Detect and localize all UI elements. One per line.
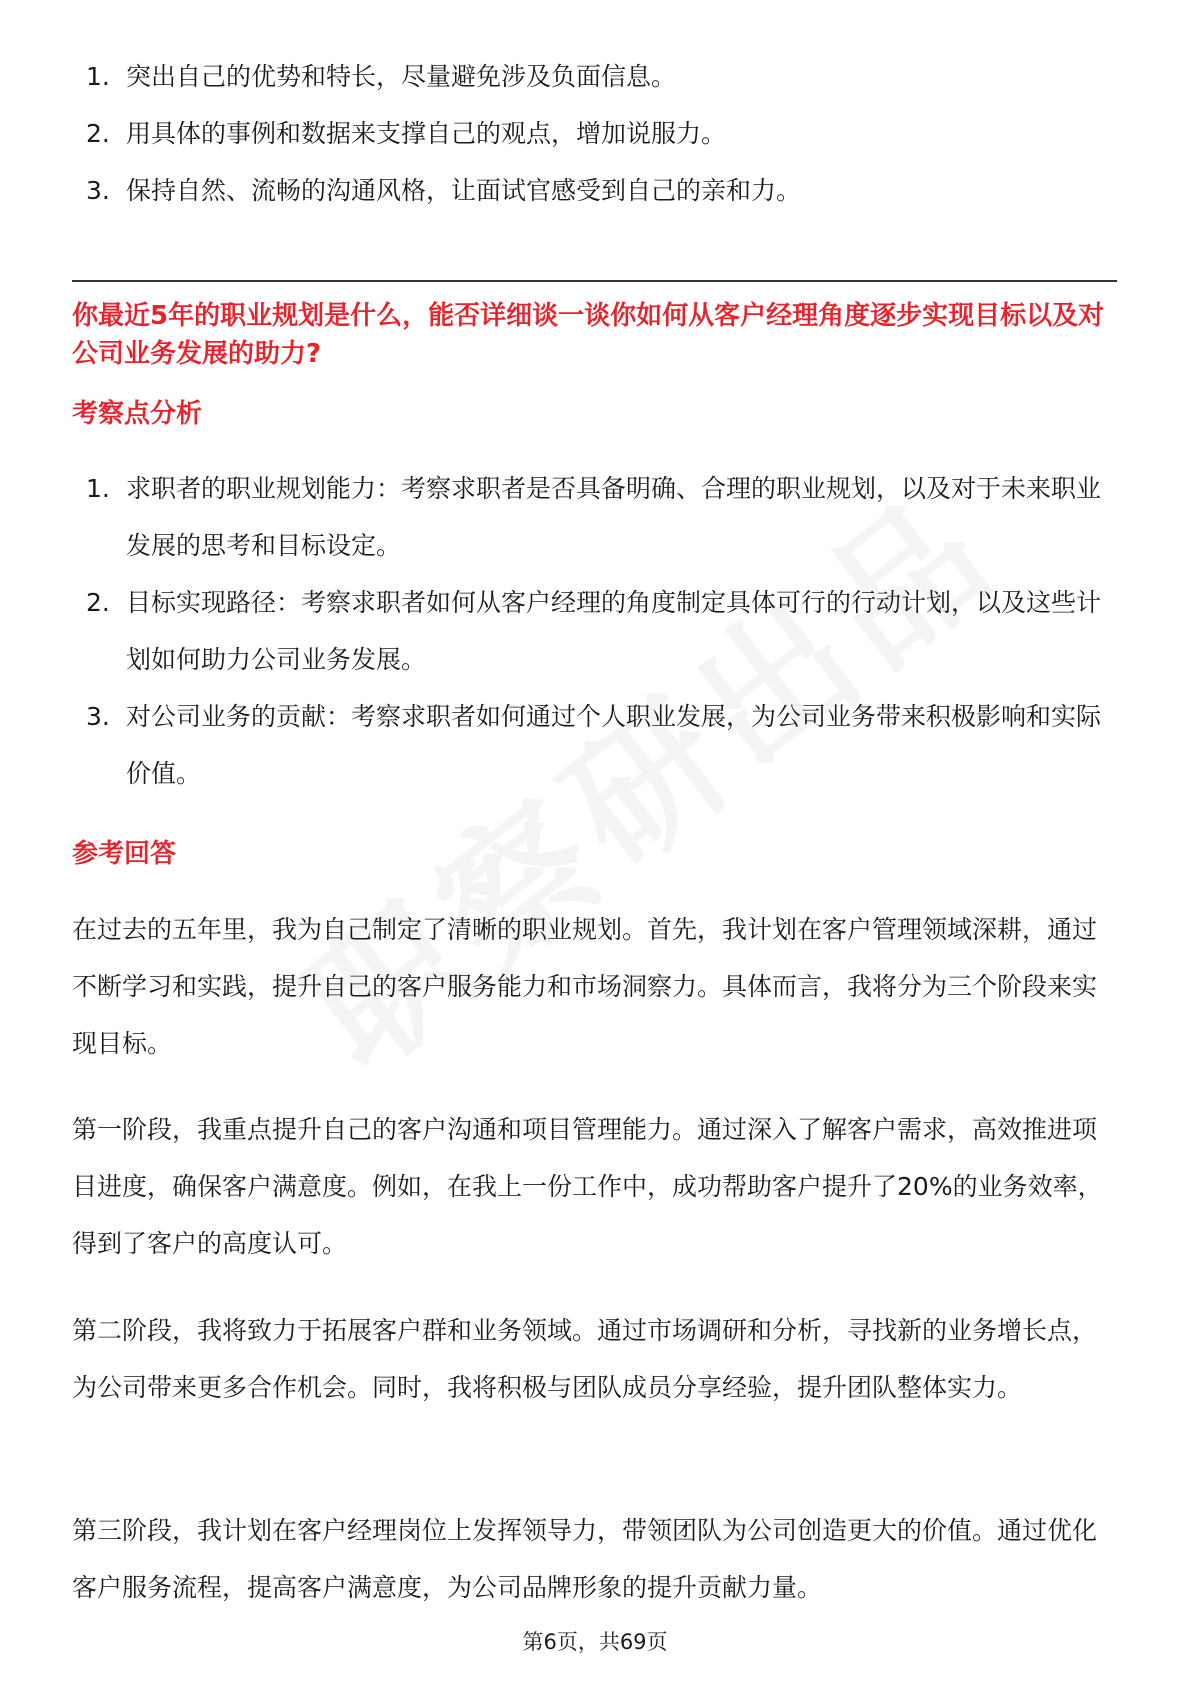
list-item bbox=[72, 574, 1117, 688]
list-text: 突出自己的优势和特长，尽量避免涉及负面信息。 bbox=[126, 62, 677, 91]
answer-paragraph: 第三阶段，我计划在客户经理岗位上发挥领导力，带领团队为公司创造更大的价值。通过优化客户服务流程，提高客户满意度，为公司品牌形象的提升贡献力量。 bbox=[72, 1516, 1098, 1602]
list-number: 1. bbox=[86, 474, 110, 503]
page-number: 第6页，共69页 bbox=[522, 1630, 668, 1654]
answer-paragraph: 第二阶段，我将致力于拓展客户群和业务领域。通过市场调研和分析，寻找新的业务增长点，为公司带来更多合作机会。同时，我将积极与团队成员分享经验，提升团队整体实力。 bbox=[72, 1316, 1098, 1402]
answer-paragraph: 在过去的五年里，我为自己制定了清晰的职业规划。首先，我计划在客户管理领域深耕，通过不断学习和实践，提升自己的客户服务能力和市场洞察力。具体而言，我将分为三个阶段来实现目标。 bbox=[72, 915, 1098, 1058]
list-item bbox=[72, 460, 1117, 574]
top-tips-list bbox=[72, 48, 1117, 219]
analysis-list bbox=[72, 460, 1117, 802]
list-item bbox=[72, 688, 1117, 802]
list-item bbox=[72, 48, 1117, 105]
list-number: 3. bbox=[86, 176, 110, 205]
answer-heading: 参考回答 bbox=[72, 839, 177, 869]
list-text: 保持自然、流畅的沟通风格，让面试官感受到自己的亲和力。 bbox=[126, 176, 802, 205]
list-text: 求职者的职业规划能力：考察求职者是否具备明确、合理的职业规划，以及对于未来职业发展的思考和目标设定。 bbox=[126, 474, 1102, 560]
list-text: 用具体的事例和数据来支撑自己的观点，增加说服力。 bbox=[126, 119, 727, 148]
list-number: 2. bbox=[86, 119, 110, 148]
analysis-heading: 考察点分析 bbox=[72, 399, 203, 429]
list-text: 目标实现路径：考察求职者如何从客户经理的角度制定具体可行的行动计划，以及这些计划如何助力公司业务发展。 bbox=[126, 588, 1102, 674]
list-text: 对公司业务的贡献：考察求职者如何通过个人职业发展，为公司业务带来积极影响和实际价值。 bbox=[126, 702, 1102, 788]
list-number: 2. bbox=[86, 588, 110, 617]
answer-paragraph: 第一阶段，我重点提升自己的客户沟通和项目管理能力。通过深入了解客户需求，高效推进项目进度，确保客户满意度。例如，在我上一份工作中，成功帮助客户提升了20%的业务效率，得到了客户的高度认可。 bbox=[72, 1115, 1103, 1258]
list-item bbox=[72, 162, 1117, 219]
interview-question: 你最近5年的职业规划是什么，能否详细谈一谈你如何从客户经理角度逐步实现目标以及对公司业务发展的助力? bbox=[72, 301, 1105, 369]
list-item bbox=[72, 105, 1117, 162]
section-divider bbox=[72, 280, 1117, 282]
list-number: 3. bbox=[86, 702, 110, 731]
list-number: 1. bbox=[86, 62, 110, 91]
